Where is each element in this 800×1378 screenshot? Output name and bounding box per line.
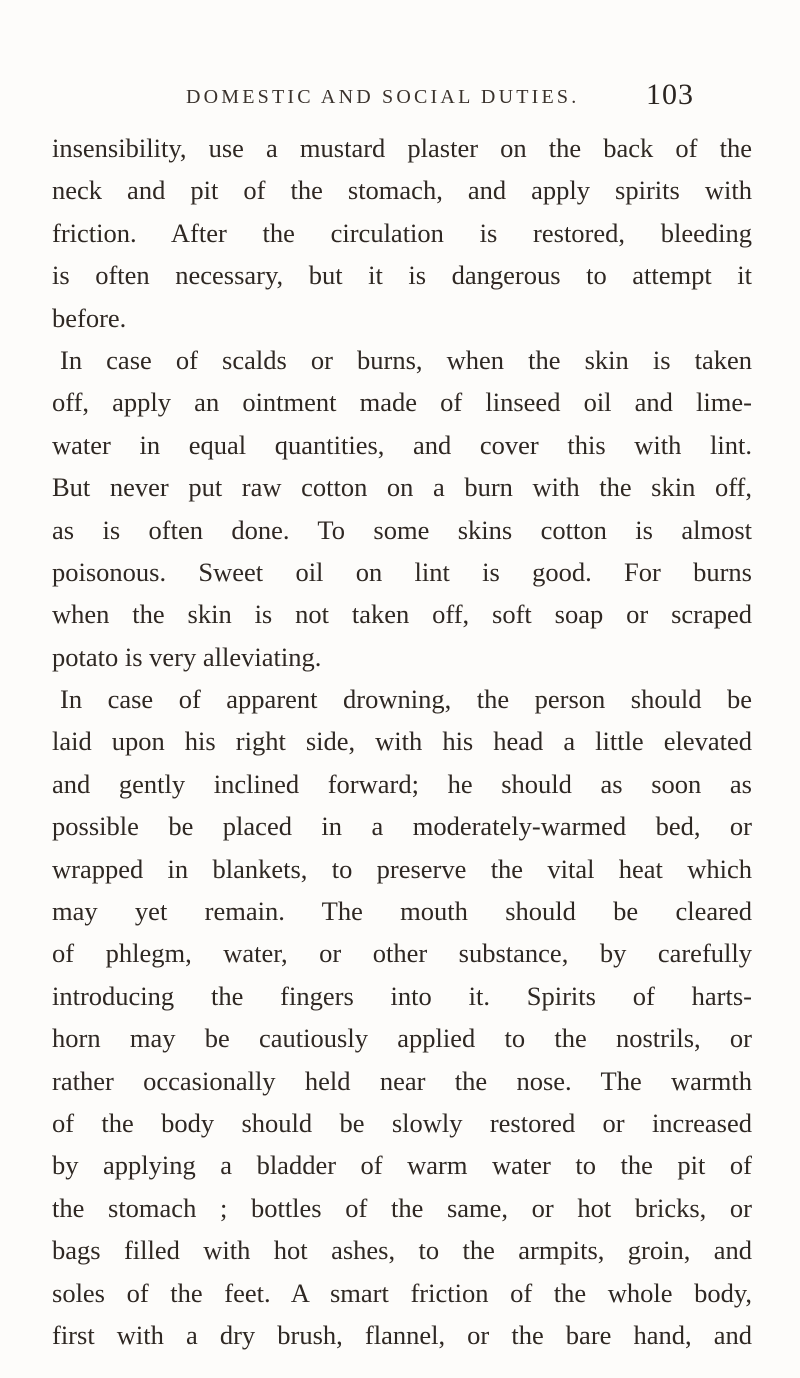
text-line: off, apply an ointment made of linseed oil and lime- xyxy=(52,387,752,418)
text-line: the stomach ; bottles of the same, or hot bricks, or xyxy=(52,1192,752,1223)
body-text xyxy=(52,127,752,1356)
text-line: insensibility, use a mustard plaster on the back of the xyxy=(52,133,752,163)
text-line: laid upon his right side, with his head a little elevated xyxy=(52,726,752,757)
text-line: first with a dry brush, flannel, or the bare hand, and xyxy=(52,1319,752,1350)
text-line: potato is very alleviating. xyxy=(52,641,322,672)
text-line: and gently inclined forward; he should as soon as xyxy=(52,768,752,799)
text-line: when the skin is not taken off, soft soap or scraped xyxy=(52,599,752,630)
text-line: is often necessary, but it is dangerous to attempt it xyxy=(52,260,752,291)
running-title: DOMESTIC AND SOCIAL DUTIES. xyxy=(186,86,580,108)
text-line: In case of apparent drowning, the person should be xyxy=(60,684,752,715)
text-line: poisonous. Sweet oil on lint is good. For burns xyxy=(52,556,752,587)
text-line: may yet remain. The mouth should be cleared xyxy=(52,896,752,927)
text-line: before. xyxy=(52,302,127,333)
text-line: neck and pit of the stomach, and apply spirits with xyxy=(52,175,752,206)
text-line: But never put raw cotton on a burn with the skin off, xyxy=(52,472,752,503)
text-line: introducing the fingers into it. Spirits of harts- xyxy=(52,980,752,1011)
text-line: soles of the feet. A smart friction of the whole body, xyxy=(52,1277,752,1308)
text-line: water in equal quantities, and cover this with lint. xyxy=(52,429,752,460)
text-line: friction. After the circulation is restored, bleeding xyxy=(52,217,752,248)
text-line: wrapped in blankets, to preserve the vital heat which xyxy=(52,853,752,884)
text-line: of the body should be slowly restored or increased xyxy=(52,1107,752,1138)
text-line: rather occasionally held near the nose. The warmth xyxy=(52,1065,752,1096)
running-head xyxy=(186,76,694,116)
page-number: 103 xyxy=(646,78,694,111)
text-line: of phlegm, water, or other substance, by carefully xyxy=(52,938,752,969)
text-line: by applying a bladder of warm water to the pit of xyxy=(52,1150,752,1181)
text-line: as is often done. To some skins cotton is almost xyxy=(52,514,752,545)
text-line: possible be placed in a moderately-warmed bed, or xyxy=(52,811,752,842)
text-line: bags filled with hot ashes, to the armpits, groin, and xyxy=(52,1235,752,1266)
text-line: horn may be cautiously applied to the nostrils, or xyxy=(52,1023,752,1054)
text-line: In case of scalds or burns, when the skin is taken xyxy=(60,344,752,375)
